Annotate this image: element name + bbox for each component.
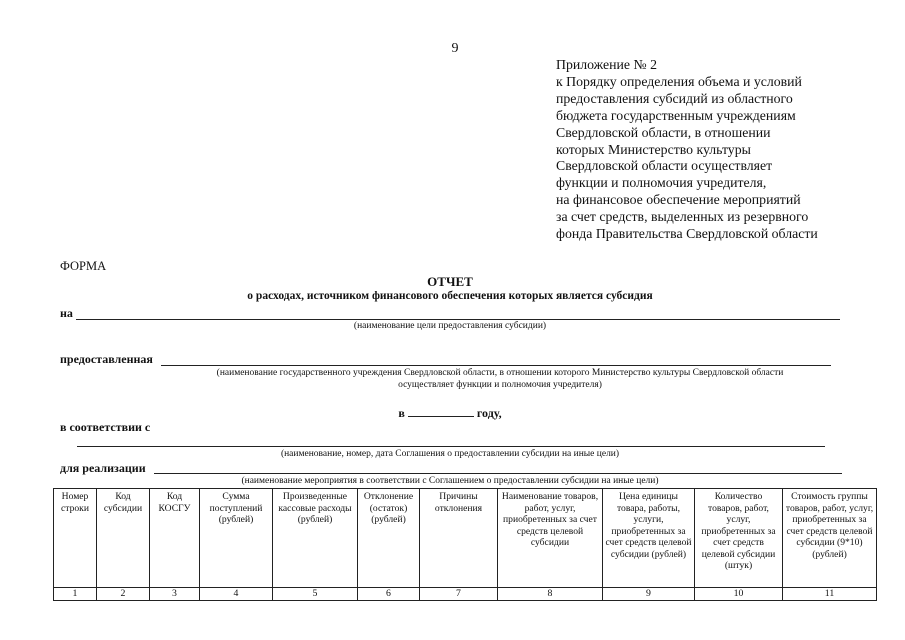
- na-hint: (наименование цели предоставления субсидии): [353, 321, 547, 331]
- accordance-hint: (наименование, номер, дата Соглашения о предоставлении субсидии на иные цели): [280, 449, 620, 459]
- header-cell: Код субсидии: [97, 489, 150, 588]
- appendix-line: на финансовое обеспечение мероприятий: [556, 192, 801, 208]
- year-prefix: в: [398, 406, 405, 420]
- appendix-line: Свердловской области, в отношении: [556, 124, 771, 140]
- table-row: [54, 588, 877, 601]
- realization-label: для реализации: [60, 461, 146, 475]
- provided-hint-2: осуществляет функции и полномочия учредителя): [398, 380, 602, 390]
- na-fill-line[interactable]: [76, 319, 840, 320]
- header-cell: Номер строки: [54, 489, 97, 588]
- realization-fill-line[interactable]: [154, 473, 842, 474]
- year-fill-line[interactable]: [408, 406, 474, 417]
- appendix-line: Свердловской области осуществляет: [556, 158, 773, 174]
- column-number-cell: 1: [54, 588, 97, 601]
- appendix-line: фонда Правительства Свердловской области: [556, 226, 818, 242]
- report-subtitle: о расходах, источником финансового обеспечения которых является субсидия: [247, 290, 653, 302]
- column-number-cell: 10: [695, 588, 783, 601]
- column-number-cell: 6: [358, 588, 420, 601]
- column-number-cell: 4: [200, 588, 273, 601]
- header-cell: Количество товаров, работ, услуг, приобретенных за счет средств целевой субсидии (штук): [695, 489, 783, 588]
- na-label: на: [60, 306, 73, 320]
- appendix-line: Приложение № 2: [556, 57, 658, 72]
- appendix-line: которых Министерство культуры: [556, 141, 751, 157]
- appendix-line: к Порядку определения объема и условий: [556, 73, 802, 89]
- report-title: ОТЧЕТ: [427, 274, 473, 289]
- header-cell: Наименование товаров, работ, услуг, приобретенных за счет средств целевой субсидии: [498, 489, 603, 588]
- column-number-cell: 9: [603, 588, 695, 601]
- provided-label: предоставленная: [60, 352, 153, 366]
- column-number-cell: 8: [498, 588, 603, 601]
- year-row: [330, 406, 570, 421]
- appendix-line: за счет средств, выделенных из резервного: [556, 209, 809, 225]
- column-number-cell: 2: [97, 588, 150, 601]
- appendix-block: [556, 57, 896, 243]
- accordance-fill-line[interactable]: [77, 446, 825, 447]
- provided-fill-line[interactable]: [161, 365, 831, 366]
- column-number-cell: 7: [420, 588, 498, 601]
- header-cell: Причины отклонения: [420, 489, 498, 588]
- header-cell: Произведенные кассовые расходы (рублей): [273, 489, 358, 588]
- appendix-line: функции и полномочия учредителя,: [556, 175, 767, 191]
- table-header-row: [54, 489, 877, 588]
- accordance-label: в соответствии с: [60, 420, 151, 434]
- header-cell: Стоимость группы товаров, работ, услуг, приобретенных за счет средств целевой субсидии (9*10) (рублей): [783, 489, 877, 588]
- header-cell: Код КОСГУ: [150, 489, 200, 588]
- year-suffix: году,: [476, 406, 502, 420]
- header-cell: Отклонение (остаток) (рублей): [358, 489, 420, 588]
- form-label: ФОРМА: [60, 259, 107, 273]
- column-number-cell: 11: [783, 588, 877, 601]
- header-cell: Сумма поступлений (рублей): [200, 489, 273, 588]
- report-table: [53, 488, 877, 601]
- page-number: 9: [451, 41, 459, 56]
- header-cell: Цена единицы товара, работы, услуги, приобретенных за счет средств целевой субсидии (рублей): [603, 489, 695, 588]
- realization-hint: (наименование мероприятия в соответствии с Соглашением о предоставлении субсидии на иные цели): [241, 476, 659, 486]
- column-number-cell: 3: [150, 588, 200, 601]
- column-number-cell: 5: [273, 588, 358, 601]
- appendix-line: предоставления субсидий из областного: [556, 90, 793, 106]
- provided-hint-1: (наименование государственного учреждения Свердловской области, в отношении которого Министерство культуры Свердловской области: [216, 368, 784, 378]
- appendix-line: бюджета государственным учреждениям: [556, 107, 796, 123]
